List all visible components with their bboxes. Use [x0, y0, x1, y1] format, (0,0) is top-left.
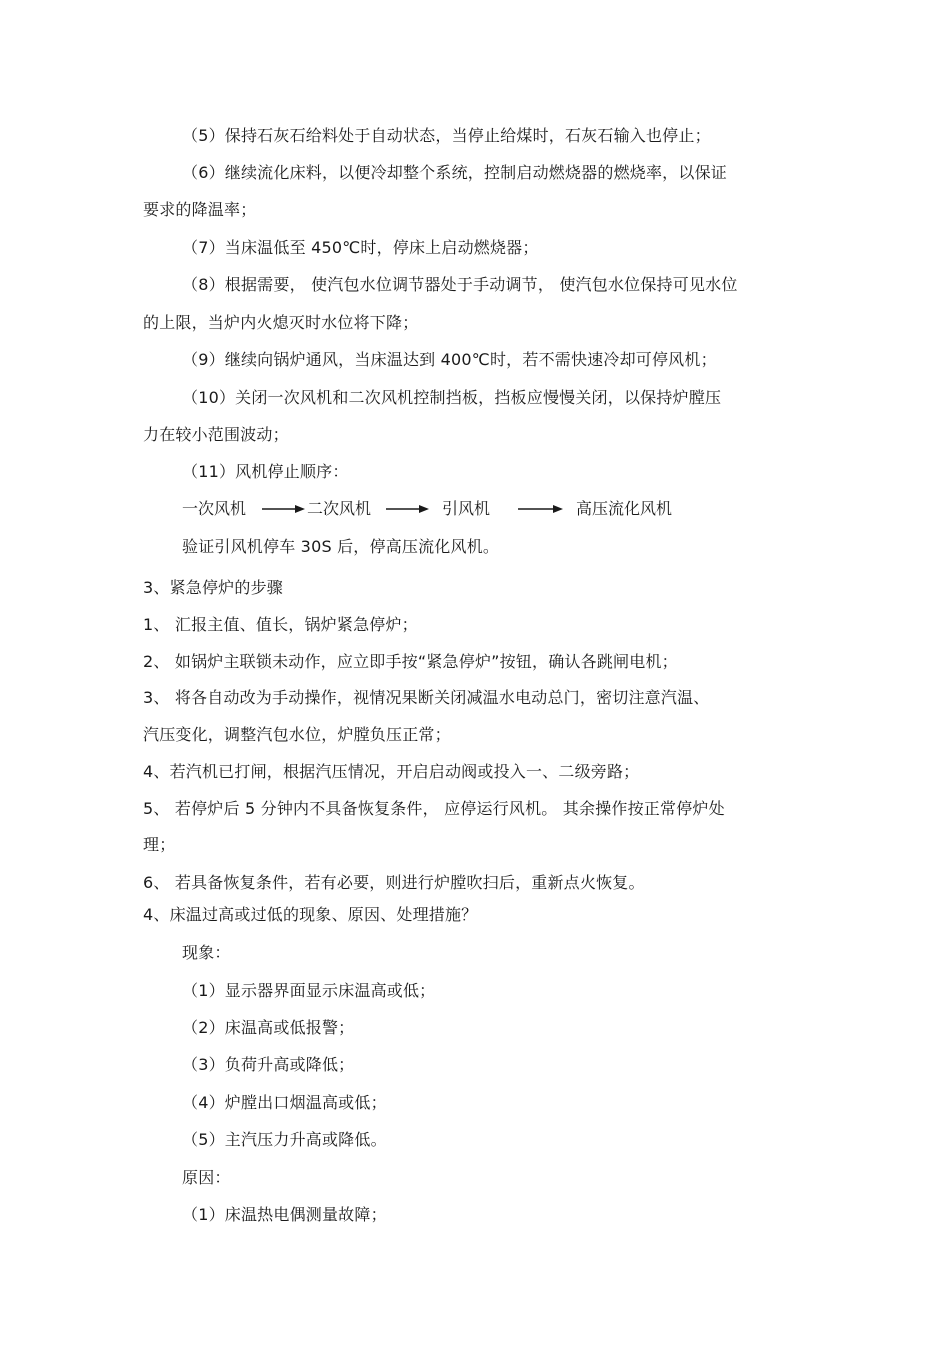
text-line: （9）继续向锅炉通风，当床温达到 400℃时，若不需快速冷却可停风机；	[182, 350, 717, 369]
text-line: （7）当床温低至 450℃时，停床上启动燃烧器；	[182, 238, 539, 257]
text-line: 5、 若停炉后 5 分钟内不具备恢复条件， 应停运行风机。 其余操作按正常停炉处	[143, 799, 725, 818]
text-line: 3、 将各自动改为手动操作，视情况果断关闭减温水电动总门，密切注意汽温、	[143, 688, 710, 707]
text-line: （2）床温高或低报警；	[182, 1018, 355, 1037]
text-line: （8）根据需要， 使汽包水位调节器处于手动调节， 使汽包水位保持可见水位	[182, 275, 738, 294]
text-line: 验证引风机停车 30S 后，停高压流化风机。	[182, 537, 500, 556]
text-line: 4、若汽机已打闸，根据汽压情况，开启启动阀或投入一、二级旁路；	[143, 762, 640, 781]
text-line: （5）主汽压力升高或降低。	[182, 1130, 387, 1149]
text-line: 力在较小范围波动；	[143, 425, 289, 444]
text-line: 要求的降温率；	[143, 200, 257, 219]
arrow-right-icon	[518, 504, 564, 514]
arrow-right-icon	[386, 504, 430, 514]
subheading: 现象：	[182, 943, 231, 962]
text-line: 理；	[143, 835, 176, 854]
text-line: （11）风机停止顺序：	[182, 462, 349, 481]
text-line: 的上限，当炉内火熄灭时水位将下降；	[143, 313, 419, 332]
fan-stop-sequence	[182, 498, 742, 520]
text-line: （6）继续流化床料，以便冷却整个系统，控制启动燃烧器的燃烧率，以保证	[182, 163, 727, 182]
text-line: 汽压变化，调整汽包水位，炉膛负压正常；	[143, 725, 451, 744]
arrow-right-icon	[262, 504, 306, 514]
subheading: 原因：	[182, 1168, 231, 1187]
text-line: 1、 汇报主值、值长，锅炉紧急停炉；	[143, 615, 418, 634]
flow-node-secondary-fan: 二次风机	[307, 499, 372, 518]
flow-node-primary-fan: 一次风机	[182, 499, 247, 518]
text-line: （10）关闭一次风机和二次风机控制挡板，挡板应慢慢关闭，以保持炉膛压	[182, 388, 722, 407]
text-line: 6、 若具备恢复条件，若有必要，则进行炉膛吹扫后，重新点火恢复。	[143, 873, 645, 892]
section-heading: 3、紧急停炉的步骤	[143, 578, 283, 597]
flow-node-induced-fan: 引风机	[442, 499, 491, 518]
text-line: 2、 如锅炉主联锁未动作，应立即手按“紧急停炉”按钮，确认各跳闸电机；	[143, 652, 678, 671]
section-heading: 4、床温过高或过低的现象、原因、处理措施？	[143, 905, 478, 924]
text-line: （5）保持石灰石给料处于自动状态，当停止给煤时，石灰石输入也停止；	[182, 126, 711, 145]
text-line: （3）负荷升高或降低；	[182, 1055, 355, 1074]
text-line: （1）显示器界面显示床温高或低；	[182, 981, 436, 1000]
text-line: （1）床温热电偶测量故障；	[182, 1205, 387, 1224]
text-line: （4）炉膛出口烟温高或低；	[182, 1093, 387, 1112]
flow-node-fluidizing-fan: 高压流化风机	[576, 499, 673, 518]
